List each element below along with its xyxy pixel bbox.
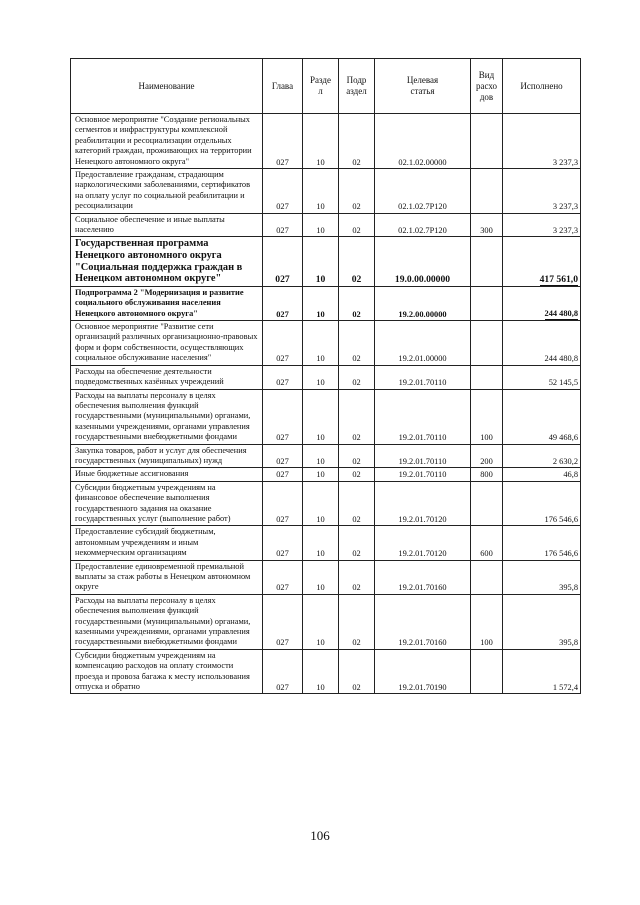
- cell-podrazdel: 02: [339, 365, 375, 389]
- table-row: [71, 321, 581, 366]
- cell-name: Предоставление единовременной премиальной выплаты за стаж работы в Ненецком автономном округе: [71, 560, 263, 594]
- cell-name: Подпрограмма 2 "Модернизация и развитие социального обслуживания населения Ненецкого автономного округа": [71, 286, 263, 320]
- page-number: 106: [310, 828, 330, 843]
- cell-razdel: 10: [303, 286, 339, 320]
- cell-podrazdel: 02: [339, 649, 375, 694]
- cell-glava: 027: [263, 286, 303, 320]
- cell-vid: 800: [471, 468, 503, 481]
- table-row: [71, 365, 581, 389]
- cell-podrazdel: 02: [339, 286, 375, 320]
- header-glava: Глава: [263, 59, 303, 114]
- cell-vid: [471, 365, 503, 389]
- table-row: [71, 389, 581, 444]
- executed-value: 244 480,8: [544, 309, 578, 319]
- cell-target: 19.2.00.00000: [375, 286, 471, 320]
- cell-vid: [471, 114, 503, 169]
- cell-vid: 200: [471, 444, 503, 468]
- header-name: Наименование: [71, 59, 263, 114]
- cell-executed: [503, 286, 581, 320]
- cell-vid: [471, 169, 503, 214]
- cell-glava: 027: [263, 481, 303, 526]
- table-row: [71, 213, 581, 237]
- cell-executed: 395,8: [503, 560, 581, 594]
- table-header-row: [71, 59, 581, 114]
- cell-razdel: 10: [303, 321, 339, 366]
- cell-razdel: 10: [303, 560, 339, 594]
- cell-razdel: 10: [303, 365, 339, 389]
- header-podrazdel: Подр аздел: [339, 59, 375, 114]
- cell-target: 19.2.01.70120: [375, 481, 471, 526]
- cell-executed: 52 145,5: [503, 365, 581, 389]
- cell-target: 19.2.01.70110: [375, 468, 471, 481]
- table-row: [71, 481, 581, 526]
- cell-razdel: 10: [303, 389, 339, 444]
- cell-glava: 027: [263, 169, 303, 214]
- cell-glava: 027: [263, 594, 303, 649]
- cell-glava: 027: [263, 389, 303, 444]
- cell-podrazdel: 02: [339, 560, 375, 594]
- cell-name: Социальное обеспечение и иные выплаты населению: [71, 213, 263, 237]
- header-executed: Исполнено: [503, 59, 581, 114]
- cell-target: 02.1.02.7Р120: [375, 169, 471, 214]
- cell-vid: 300: [471, 213, 503, 237]
- cell-vid: [471, 286, 503, 320]
- cell-target: 19.2.01.00000: [375, 321, 471, 366]
- cell-executed: 176 546,6: [503, 526, 581, 560]
- cell-executed: 49 468,6: [503, 389, 581, 444]
- table-row: [71, 560, 581, 594]
- cell-podrazdel: 02: [339, 468, 375, 481]
- table-row: [71, 649, 581, 694]
- cell-vid: [471, 649, 503, 694]
- cell-executed: 1 572,4: [503, 649, 581, 694]
- cell-name: Государственная программа Ненецкого автономного округа "Социальная поддержка граждан в Ненецком автономном округе": [71, 237, 263, 286]
- cell-razdel: 10: [303, 213, 339, 237]
- cell-name: Субсидии бюджетным учреждениям на компенсацию расходов на оплату стоимости проезда и провоза багажа к месту использования отпуска и обратно: [71, 649, 263, 694]
- cell-razdel: 10: [303, 237, 339, 286]
- table-body: [71, 114, 581, 694]
- cell-executed: [503, 237, 581, 286]
- cell-podrazdel: 02: [339, 389, 375, 444]
- cell-name: Предоставление субсидий бюджетным, автономным учреждениям и иным некоммерческим организациям: [71, 526, 263, 560]
- table-row: [71, 468, 581, 481]
- cell-name: Основное мероприятие "Создание региональных сегментов и инфраструктуры комплексной реабилитации и ресоциализации отдельных категорий граждан, проживающих на территории Ненецкого автономного округа": [71, 114, 263, 169]
- cell-executed: 395,8: [503, 594, 581, 649]
- header-target: Целевая статья: [375, 59, 471, 114]
- budget-table: [70, 58, 581, 694]
- cell-glava: 027: [263, 526, 303, 560]
- cell-glava: 027: [263, 321, 303, 366]
- cell-target: 19.2.01.70120: [375, 526, 471, 560]
- cell-glava: 027: [263, 114, 303, 169]
- header-vid: Вид расхо дов: [471, 59, 503, 114]
- cell-glava: 027: [263, 649, 303, 694]
- executed-value: 417 561,0: [539, 273, 578, 285]
- table-row: [71, 594, 581, 649]
- cell-podrazdel: 02: [339, 444, 375, 468]
- cell-glava: 027: [263, 237, 303, 286]
- cell-target: 02.1.02.00000: [375, 114, 471, 169]
- cell-target: 19.2.01.70160: [375, 560, 471, 594]
- cell-razdel: 10: [303, 649, 339, 694]
- cell-razdel: 10: [303, 114, 339, 169]
- cell-glava: 027: [263, 213, 303, 237]
- cell-glava: 027: [263, 365, 303, 389]
- cell-podrazdel: 02: [339, 237, 375, 286]
- cell-name: Расходы на выплаты персоналу в целях обеспечения выполнения функций государственными (муниципальными) органами, казенными учреждениями, органами управления государственными внебюджетными фондами: [71, 389, 263, 444]
- table-row: [71, 169, 581, 214]
- cell-target: 19.2.01.70110: [375, 444, 471, 468]
- cell-target: 19.2.01.70190: [375, 649, 471, 694]
- cell-name: Расходы на обеспечение деятельности подведомственных казённых учреждений: [71, 365, 263, 389]
- cell-podrazdel: 02: [339, 594, 375, 649]
- cell-razdel: 10: [303, 481, 339, 526]
- table-row: [71, 237, 581, 286]
- cell-glava: 027: [263, 444, 303, 468]
- cell-podrazdel: 02: [339, 526, 375, 560]
- cell-podrazdel: 02: [339, 114, 375, 169]
- cell-vid: 100: [471, 389, 503, 444]
- cell-glava: 027: [263, 468, 303, 481]
- cell-name: Основное мероприятие "Развитие сети организаций различных организационно-правовых форм и форм собственности, осуществляющих социальное обслуживание населения": [71, 321, 263, 366]
- table-row: [71, 444, 581, 468]
- cell-vid: [471, 237, 503, 286]
- cell-razdel: 10: [303, 169, 339, 214]
- cell-target: 19.0.00.00000: [375, 237, 471, 286]
- table-row: [71, 286, 581, 320]
- cell-vid: 100: [471, 594, 503, 649]
- cell-name: Расходы на выплаты персоналу в целях обеспечения выполнения функций государственными (муниципальными) органами, казенными учреждениями, органами управления государственными внебюджетными фондами: [71, 594, 263, 649]
- cell-executed: 2 630,2: [503, 444, 581, 468]
- cell-target: 19.2.01.70160: [375, 594, 471, 649]
- cell-name: Иные бюджетные ассигнования: [71, 468, 263, 481]
- cell-executed: 3 237,3: [503, 114, 581, 169]
- cell-podrazdel: 02: [339, 321, 375, 366]
- cell-podrazdel: 02: [339, 169, 375, 214]
- cell-name: Предоставление гражданам, страдающим наркологическими заболеваниями, сертификатов на оплату услуг по социальной реабилитации и ресоциализации: [71, 169, 263, 214]
- cell-razdel: 10: [303, 526, 339, 560]
- cell-vid: [471, 481, 503, 526]
- cell-executed: 3 237,3: [503, 169, 581, 214]
- table-row: [71, 526, 581, 560]
- cell-glava: 027: [263, 560, 303, 594]
- cell-target: 19.2.01.70110: [375, 389, 471, 444]
- cell-razdel: 10: [303, 468, 339, 481]
- cell-executed: 176 546,6: [503, 481, 581, 526]
- cell-target: 19.2.01.70110: [375, 365, 471, 389]
- cell-podrazdel: 02: [339, 213, 375, 237]
- cell-target: 02.1.02.7Р120: [375, 213, 471, 237]
- cell-executed: 46,8: [503, 468, 581, 481]
- cell-name: Субсидии бюджетным учреждениям на финансовое обеспечение выполнения государственного задания на оказание государственных услуг (выполнение работ): [71, 481, 263, 526]
- header-razdel: Разде л: [303, 59, 339, 114]
- table-row: [71, 114, 581, 169]
- cell-razdel: 10: [303, 594, 339, 649]
- cell-executed: 3 237,3: [503, 213, 581, 237]
- cell-name: Закупка товаров, работ и услуг для обеспечения государственных (муниципальных) нужд: [71, 444, 263, 468]
- cell-vid: [471, 321, 503, 366]
- cell-razdel: 10: [303, 444, 339, 468]
- cell-vid: [471, 560, 503, 594]
- cell-vid: 600: [471, 526, 503, 560]
- cell-executed: 244 480,8: [503, 321, 581, 366]
- cell-podrazdel: 02: [339, 481, 375, 526]
